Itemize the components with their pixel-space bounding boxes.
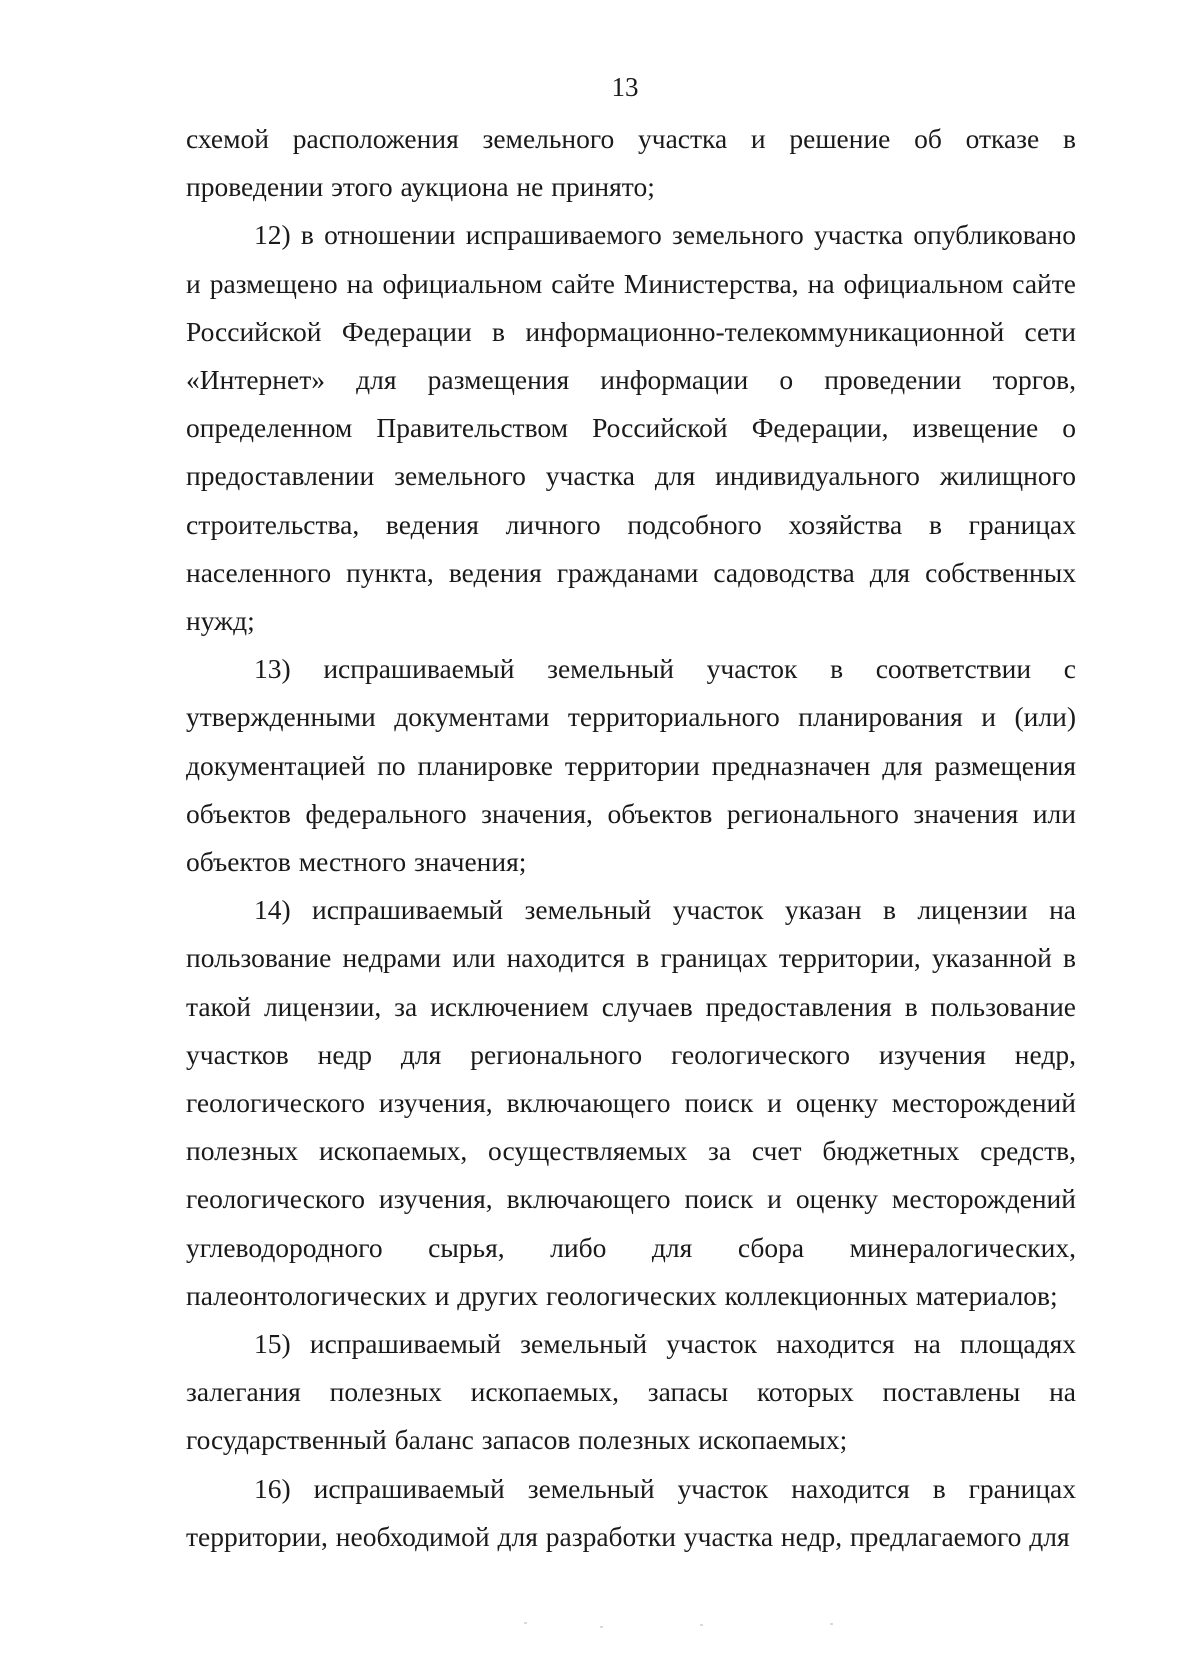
paragraph-continuation: схемой расположения земельного участка и решение об отказе в проведении этого аукциона не принято; [186, 123, 1076, 203]
document-body [186, 115, 1076, 1561]
scan-speck [830, 1623, 833, 1625]
scan-speck [700, 1624, 703, 1626]
page-number: 13 [611, 72, 639, 102]
scan-speck [600, 1626, 603, 1628]
paragraph-item-13: 13) испрашиваемый земельный участок в соответствии с утвержденными документами территориального планирования и (или) документацией по планировке территории предназначен для размещения объектов федерального значения, объектов регионального значения или объектов местного значения; [186, 653, 1076, 878]
paragraph-item-12: 12) в отношении испрашиваемого земельного участка опубликовано и размещено на официальном сайте Министерства, на официальном сайте Российской Федерации в информационно-телекоммуникационной сети «Интернет» для размещения информации о проведении торгов, определенном Правительством Российской Федерации, извещение о предоставлении земельного участка для индивидуального жилищного строительства, ведения личного подсобного хозяйства в границах населенного пункта, ведения гражданами садоводства для собственных нужд; [186, 219, 1076, 637]
paragraph-item-15: 15) испрашиваемый земельный участок находится на площадях залегания полезных ископаемых, запасы которых поставлены на государственный баланс запасов полезных ископаемых; [186, 1328, 1076, 1456]
paragraph-item-14: 14) испрашиваемый земельный участок указан в лицензии на пользование недрами или находится в границах территории, указанной в такой лицензии, за исключением случаев предоставления в пользование участков недр для регионального геологического изучения недр, геологического изучения, включающего поиск и оценку месторождений полезных ископаемых, осуществляемых за счет бюджетных средств, геологического изучения, включающего поиск и оценку месторождений углеводородного сырья, либо для сбора минералогических, палеонтологических и других геологических коллекционных материалов; [186, 894, 1076, 1311]
scan-speck [524, 1622, 527, 1624]
paragraph-item-16: 16) испрашиваемый земельный участок находится в границах территории, необходимой для разработки участка недр, предлагаемого для [186, 1472, 1076, 1552]
